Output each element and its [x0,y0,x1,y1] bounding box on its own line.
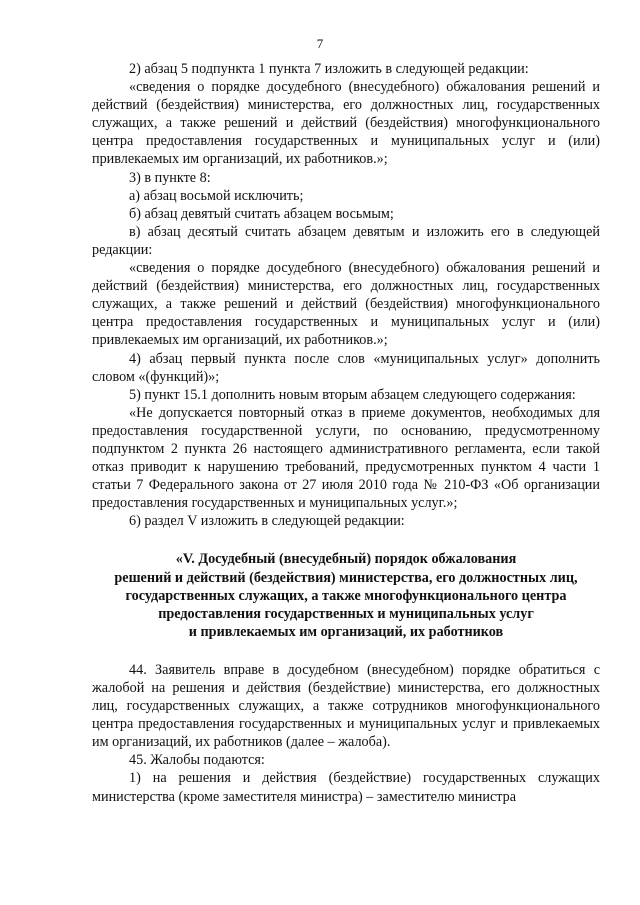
section-heading-line: решений и действий (бездействия) министерства, его должностных лиц, [114,569,578,586]
document-body [92,60,600,806]
paragraph: 3) в пункте 8: [129,169,211,186]
paragraph: «сведения о порядке досудебного (внесудебного) обжалования решений и действий (бездействия) министерства, его должностных лиц, государственных служащих, а также решений и действий (бездействия) многофункционального центра предоставления государственных и муниципальных услуг и (или) привлекаемых им организаций, их работников.»; [92,79,600,168]
section-heading [92,550,600,640]
section-paragraphs [92,661,600,806]
section-heading-line: и привлекаемых им организаций, их работников [188,623,504,640]
section-heading-line: «V. Досудебный (внесудебный) порядок обжалования [175,551,517,568]
paragraph: б) абзац девятый считать абзацем восьмым; [129,205,394,222]
paragraph: 44. Заявитель вправе в досудебном (внесудебном) порядке обратиться с жалобой на решения и действия (бездействие) министерства, его должностных лиц, государственных служащих, а также сотрудников многофункционального центра предоставления государственных и муниципальных услуг и привлекаемых им организаций, их работников (далее – жалоба). [92,661,600,751]
paragraph: 4) абзац первый пункта после слов «муниципальных услуг» дополнить словом «(функций)»; [92,350,600,385]
paragraph: «Не допускается повторный отказ в приеме документов, необходимых для предоставления государственной услуги, по основанию, предусмотренному подпунктом 2 пункта 26 настоящего административного регламента, если такой отказ приводит к нарушению требований, предусмотренных пунктом 4 части 1 статьи 7 Федерального закона от 27 июля 2010 года № 210-ФЗ «Об организации предоставления государственных и муниципальных услуг.»; [92,404,600,512]
paragraph: 45. Жалобы подаются: [129,752,265,769]
paragraph: «сведения о порядке досудебного (внесудебного) обжалования решений и действий (бездействия) министерства, его должностных лиц, государственных служащих, а также решений и действий (бездействия) многофункционального центра предоставления государственных и муниципальных услуг и (или) привлекаемых им организаций, их работников.»; [92,260,600,349]
section-heading-line: предоставления государственных и муниципальных услуг [158,605,534,622]
paragraph: 5) пункт 15.1 дополнить новым вторым абзацем следующего содержания: [129,386,576,403]
paragraph: а) абзац восьмой исключить; [129,187,304,204]
amendments-list [92,60,600,530]
section-heading-line: государственных служащих, а также многофункционального центра [125,587,567,604]
paragraph: 2) абзац 5 подпункта 1 пункта 7 изложить в следующей редакции: [129,61,529,77]
paragraph: 1) на решения и действия (бездействие) государственных служащих министерства (кроме заместителя министра) – заместителю министра [92,770,600,805]
paragraph: в) абзац десятый считать абзацем девятым и изложить его в следующей редакции: [92,223,600,258]
paragraph: 6) раздел V изложить в следующей редакции: [129,513,405,530]
page-number: 7 [316,36,324,51]
